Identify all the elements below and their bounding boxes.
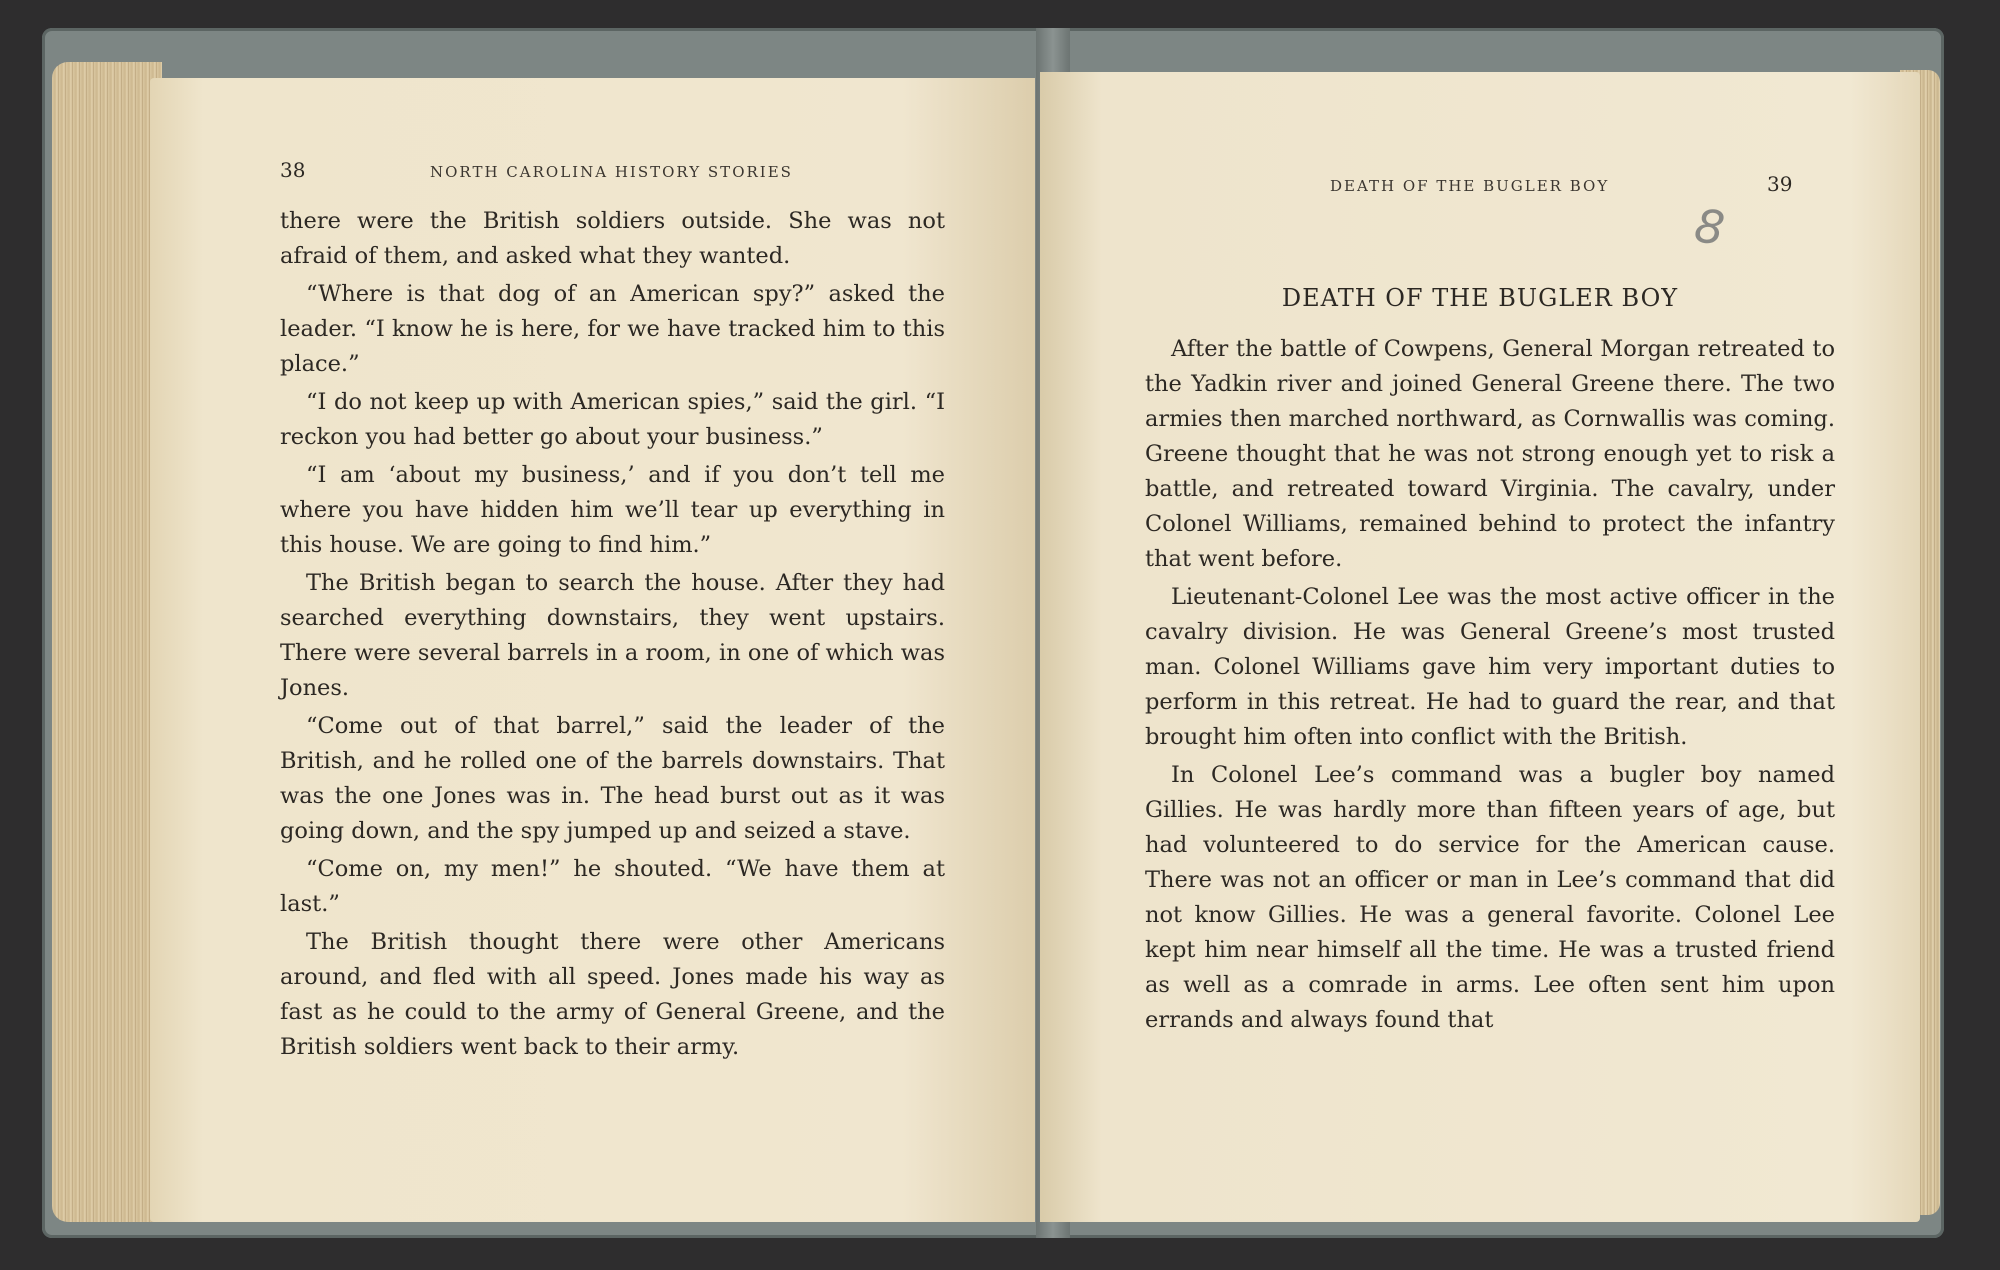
- pencil-annotation: 8: [1691, 198, 1728, 256]
- paragraph: Lieutenant-Colonel Lee was the most active officer in the cavalry division. He was General Greene’s most trusted man. Colonel Williams gave him very important duties to perform in this retreat. He had to guard the rear, and that brought him often into conflict with the British.: [1145, 584, 1835, 750]
- paragraph: there were the British soldiers outside. She was not afraid of them, and asked what they wanted.: [280, 208, 945, 269]
- paragraph: The British began to search the house. After they had searched everything downstairs, they went upstairs. There were several barrels in a room, in one of which was Jones.: [280, 570, 945, 701]
- left-running-head: NORTH CAROLINA HISTORY STORIES: [430, 163, 793, 181]
- paragraph: “I do not keep up with American spies,” said the girl. “I reckon you had better go about your business.”: [280, 389, 945, 450]
- left-page-number: 38: [280, 158, 306, 182]
- chapter-title: DEATH OF THE BUGLER BOY: [1281, 284, 1679, 312]
- paragraph: “Where is that dog of an American spy?” asked the leader. “I know he is here, for we have tracked him to this place.”: [280, 281, 945, 377]
- right-running-head: DEATH OF THE BUGLER BOY: [1330, 177, 1610, 195]
- paragraph: The British thought there were other Americans around, and fled with all speed. Jones made his way as fast as he could to the army of General Greene, and the British soldiers went back to their army.: [280, 929, 945, 1060]
- paragraph: “I am ‘about my business,’ and if you don’t tell me where you have hidden him we’ll tear up everything in this house. We are going to find him.”: [280, 462, 945, 558]
- left-page-edges: [52, 62, 162, 1222]
- paragraph: In Colonel Lee’s command was a bugler boy named Gillies. He was hardly more than fifteen years of age, but had volunteered to do service for the American cause. There was not an officer or man in Lee’s command that did not know Gillies. He was a general favorite. Colonel Lee kept him near himself all the time. He was a trusted friend as well as a comrade in arms. Lee often sent him upon errands and always found that: [1145, 762, 1835, 1033]
- right-page: [1040, 72, 1920, 1222]
- left-page: [150, 78, 1035, 1222]
- right-page-text: [1145, 332, 1835, 1041]
- paragraph: “Come on, my men!” he shouted. “We have them at last.”: [280, 856, 945, 917]
- paragraph: After the battle of Cowpens, General Morgan retreated to the Yadkin river and joined General Greene there. The two armies then marched northward, as Cornwallis was coming. Greene thought that he was not strong enough yet to risk a battle, and retreated toward Virginia. The cavalry, under Colonel Williams, remained behind to protect the infantry that went before.: [1145, 336, 1835, 572]
- right-page-number: 39: [1767, 172, 1793, 196]
- paragraph: “Come out of that barrel,” said the leader of the British, and he rolled one of the barrels downstairs. That was the one Jones was in. The head burst out as it was going down, and the spy jumped up and seized a stave.: [280, 713, 945, 844]
- left-page-text: [280, 204, 945, 1068]
